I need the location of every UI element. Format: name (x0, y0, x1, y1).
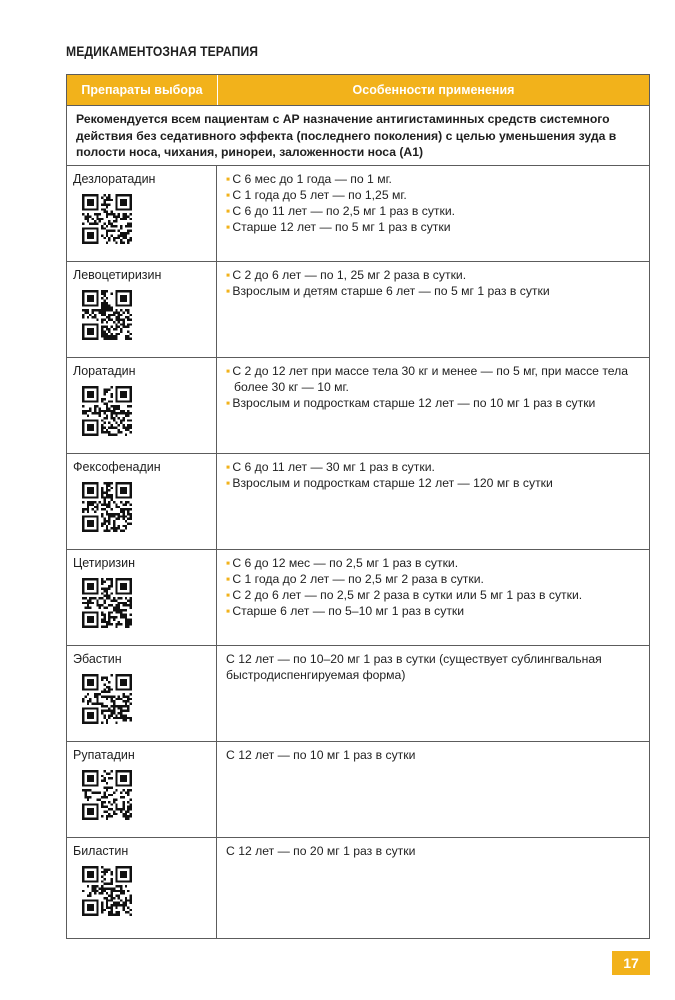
bullet-icon: ▪ (226, 188, 231, 202)
table-row (67, 646, 649, 742)
bullet-icon: ▪ (226, 284, 231, 298)
bullet-icon: ▪ (226, 220, 231, 234)
usage-text: С 12 лет — по 20 мг 1 раз в сутки (226, 844, 416, 858)
drug-cell (67, 550, 217, 645)
qr-code-icon[interactable] (82, 386, 132, 436)
drug-cell (67, 838, 217, 938)
usage-item (226, 555, 643, 571)
usage-list (226, 555, 643, 619)
usage-text: С 12 лет — по 10 мг 1 раз в сутки (226, 748, 416, 762)
table-row (67, 742, 649, 838)
table-row (67, 358, 649, 454)
drug-cell (67, 358, 217, 453)
table-row (67, 166, 649, 262)
usage-item-text: С 2 до 6 лет — по 1, 25 мг 2 раза в сутки. (232, 268, 467, 282)
usage-cell (217, 166, 649, 261)
usage-item-text: Взрослым и детям старше 6 лет — по 5 мг 1 раз в сутки (232, 284, 550, 298)
drug-cell (67, 742, 217, 837)
usage-item-text: С 2 до 6 лет — по 2,5 мг 2 раза в сутки или 5 мг 1 раз в сутки. (232, 588, 583, 602)
bullet-icon: ▪ (226, 604, 231, 618)
usage-item-text: Взрослым и подросткам старше 12 лет — по 10 мг 1 раз в сутки (232, 396, 596, 410)
header-usage-features: Особенности применения (218, 75, 649, 105)
usage-item-text: Взрослым и подросткам старше 12 лет — 120 мг в сутки (232, 476, 553, 490)
qr-code-icon[interactable] (82, 194, 132, 244)
drug-name: Биластин (73, 844, 129, 858)
usage-cell (217, 358, 649, 453)
drug-name: Цетиризин (73, 556, 136, 570)
bullet-icon: ▪ (226, 364, 231, 378)
usage-cell (217, 646, 649, 741)
bullet-icon: ▪ (226, 172, 231, 186)
usage-item-text: С 1 года до 2 лет — по 2,5 мг 2 раза в сутки. (232, 572, 484, 586)
drug-name: Дезлоратадин (73, 172, 156, 186)
qr-code-icon[interactable] (82, 290, 132, 340)
drug-name: Рупатадин (73, 748, 135, 762)
drug-cell (67, 166, 217, 261)
bullet-icon: ▪ (226, 572, 231, 586)
qr-code-icon[interactable] (82, 770, 132, 820)
usage-list (226, 459, 643, 491)
bullet-icon: ▪ (226, 556, 231, 570)
usage-item-text: С 2 до 12 лет при массе тела 30 кг и менее — по 5 мг, при массе тела более 30 кг — 10 мг. (232, 364, 629, 394)
usage-item (226, 187, 643, 203)
table-body (67, 166, 649, 938)
usage-item (226, 475, 643, 491)
qr-code-icon[interactable] (82, 866, 132, 916)
table-row (67, 454, 649, 550)
usage-item (226, 459, 643, 475)
table-header (67, 75, 649, 106)
usage-item (226, 587, 643, 603)
usage-cell (217, 454, 649, 549)
usage-list (226, 363, 643, 411)
usage-list (226, 171, 643, 235)
drug-name: Левоцетиризин (73, 268, 162, 282)
drug-name: Фексофенадин (73, 460, 161, 474)
usage-item-text: Старше 6 лет — по 5–10 мг 1 раз в сутки (232, 604, 465, 618)
usage-item-text: С 6 до 11 лет — по 2,5 мг 1 раз в сутки. (232, 204, 456, 218)
qr-code-icon[interactable] (82, 674, 132, 724)
usage-item-text: Старше 12 лет — по 5 мг 1 раз в сутки (232, 220, 451, 234)
header-drugs-of-choice: Препараты выбора (67, 75, 218, 105)
usage-item (226, 171, 643, 187)
bullet-icon: ▪ (226, 476, 231, 490)
bullet-icon: ▪ (226, 396, 231, 410)
drug-name: Лоратадин (73, 364, 136, 378)
drug-cell (67, 262, 217, 357)
usage-item (226, 571, 643, 587)
usage-item-text: С 1 года до 5 лет — по 1,25 мг. (232, 188, 407, 202)
drug-cell (67, 646, 217, 741)
usage-item-text: С 6 мес до 1 года — по 1 мг. (232, 172, 392, 186)
usage-list (226, 267, 643, 299)
usage-item-text: С 6 до 11 лет — 30 мг 1 раз в сутки. (232, 460, 435, 474)
usage-item (226, 603, 643, 619)
table-row (67, 262, 649, 358)
usage-text: С 12 лет — по 10–20 мг 1 раз в сутки (существует сублингвальная быстродиспенгируемая форма) (226, 652, 602, 682)
usage-item (226, 363, 643, 395)
bullet-icon: ▪ (226, 588, 231, 602)
qr-code-icon[interactable] (82, 482, 132, 532)
usage-cell (217, 742, 649, 837)
usage-item (226, 219, 643, 235)
usage-item (226, 267, 643, 283)
drug-name: Эбастин (73, 652, 122, 666)
usage-cell (217, 550, 649, 645)
usage-item-text: С 6 до 12 мес — по 2,5 мг 1 раз в сутки. (232, 556, 459, 570)
usage-item (226, 203, 643, 219)
usage-item (226, 283, 643, 299)
page-title: МЕДИКАМЕНТОЗНАЯ ТЕРАПИЯ (66, 44, 259, 59)
bullet-icon: ▪ (226, 204, 231, 218)
usage-item (226, 395, 643, 411)
qr-code-icon[interactable] (82, 578, 132, 628)
recommendation-text: Рекомендуется всем пациентам с АР назначение антигистаминных средств системного действия без седативного эффекта (последнего поколения) с целью уменьшения зуда в полости носа, чихания, ринореи, заложенности носа (А1) (67, 106, 649, 166)
drug-table (66, 74, 650, 939)
drug-cell (67, 454, 217, 549)
table-row (67, 550, 649, 646)
bullet-icon: ▪ (226, 460, 231, 474)
bullet-icon: ▪ (226, 268, 231, 282)
table-row (67, 838, 649, 938)
usage-cell (217, 838, 649, 938)
usage-cell (217, 262, 649, 357)
page-number: 17 (612, 951, 650, 975)
